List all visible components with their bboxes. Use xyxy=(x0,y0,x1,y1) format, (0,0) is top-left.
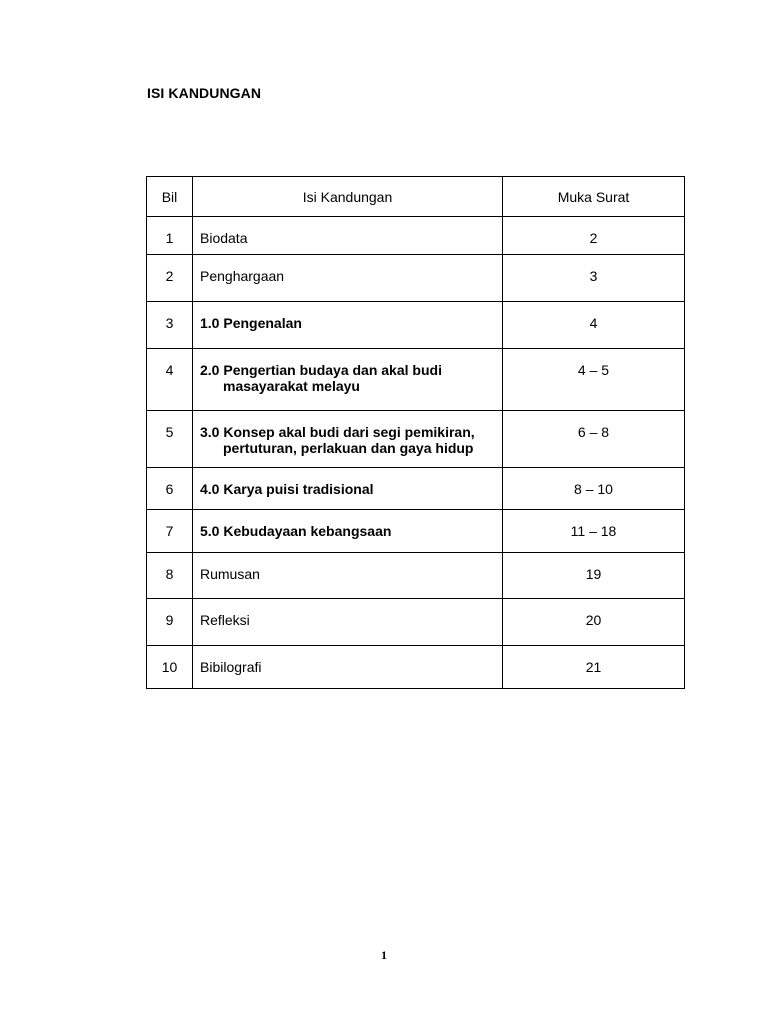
row-title-line2: pertuturan, perlakuan dan gaya hidup xyxy=(223,440,474,456)
table-row xyxy=(147,411,685,468)
row-title-line1: 2.0 Pengertian budaya dan akal budi xyxy=(200,362,442,378)
row-title: Refleksi xyxy=(200,612,250,628)
row-page: 2 xyxy=(589,230,598,246)
row-number: 7 xyxy=(165,523,174,539)
row-page: 4 – 5 xyxy=(577,362,610,378)
row-title-line2: masayarakat melayu xyxy=(223,378,360,394)
row-title: 4.0 Karya puisi tradisional xyxy=(200,481,374,497)
row-title xyxy=(200,349,502,394)
row-title-line1: 3.0 Konsep akal budi dari segi pemikiran, xyxy=(200,424,475,440)
row-title: Rumusan xyxy=(200,566,260,582)
table-row xyxy=(147,217,685,255)
header-bil: Bil xyxy=(147,177,193,217)
row-page: 11 – 18 xyxy=(570,523,617,539)
row-number: 10 xyxy=(161,659,178,675)
table-row xyxy=(147,349,685,411)
table-row xyxy=(147,646,685,689)
table-row xyxy=(147,599,685,646)
row-title: Penghargaan xyxy=(200,268,285,284)
row-page: 20 xyxy=(585,612,602,628)
table-row xyxy=(147,468,685,510)
table-row xyxy=(147,510,685,553)
table-row xyxy=(147,255,685,302)
header-title: Isi Kandungan xyxy=(193,177,503,217)
table-row xyxy=(147,302,685,349)
row-title: Bibilografi xyxy=(200,659,262,675)
row-number: 8 xyxy=(165,566,174,582)
row-page: 8 – 10 xyxy=(574,481,613,497)
row-number: 4 xyxy=(165,362,174,378)
row-number: 1 xyxy=(165,230,174,246)
row-number: 2 xyxy=(165,268,174,284)
row-number: 9 xyxy=(165,612,174,628)
table-header-row xyxy=(147,177,685,217)
row-page: 6 – 8 xyxy=(577,424,610,440)
row-title: 5.0 Kebudayaan kebangsaan xyxy=(200,523,392,539)
row-number: 6 xyxy=(165,481,174,497)
row-page: 19 xyxy=(585,566,602,582)
row-page: 4 xyxy=(589,315,598,331)
page-number: 1 xyxy=(381,948,387,962)
row-page: 21 xyxy=(585,659,602,675)
row-title: 1.0 Pengenalan xyxy=(200,315,302,331)
header-page: Muka Surat xyxy=(503,177,685,217)
row-number: 3 xyxy=(165,315,174,331)
table-of-contents xyxy=(146,176,685,689)
row-title: Biodata xyxy=(200,230,248,246)
table-row xyxy=(147,553,685,599)
row-number: 5 xyxy=(165,424,174,440)
row-page: 3 xyxy=(589,268,598,284)
row-title xyxy=(200,411,502,456)
document-heading: ISI KANDUNGAN xyxy=(147,85,262,101)
